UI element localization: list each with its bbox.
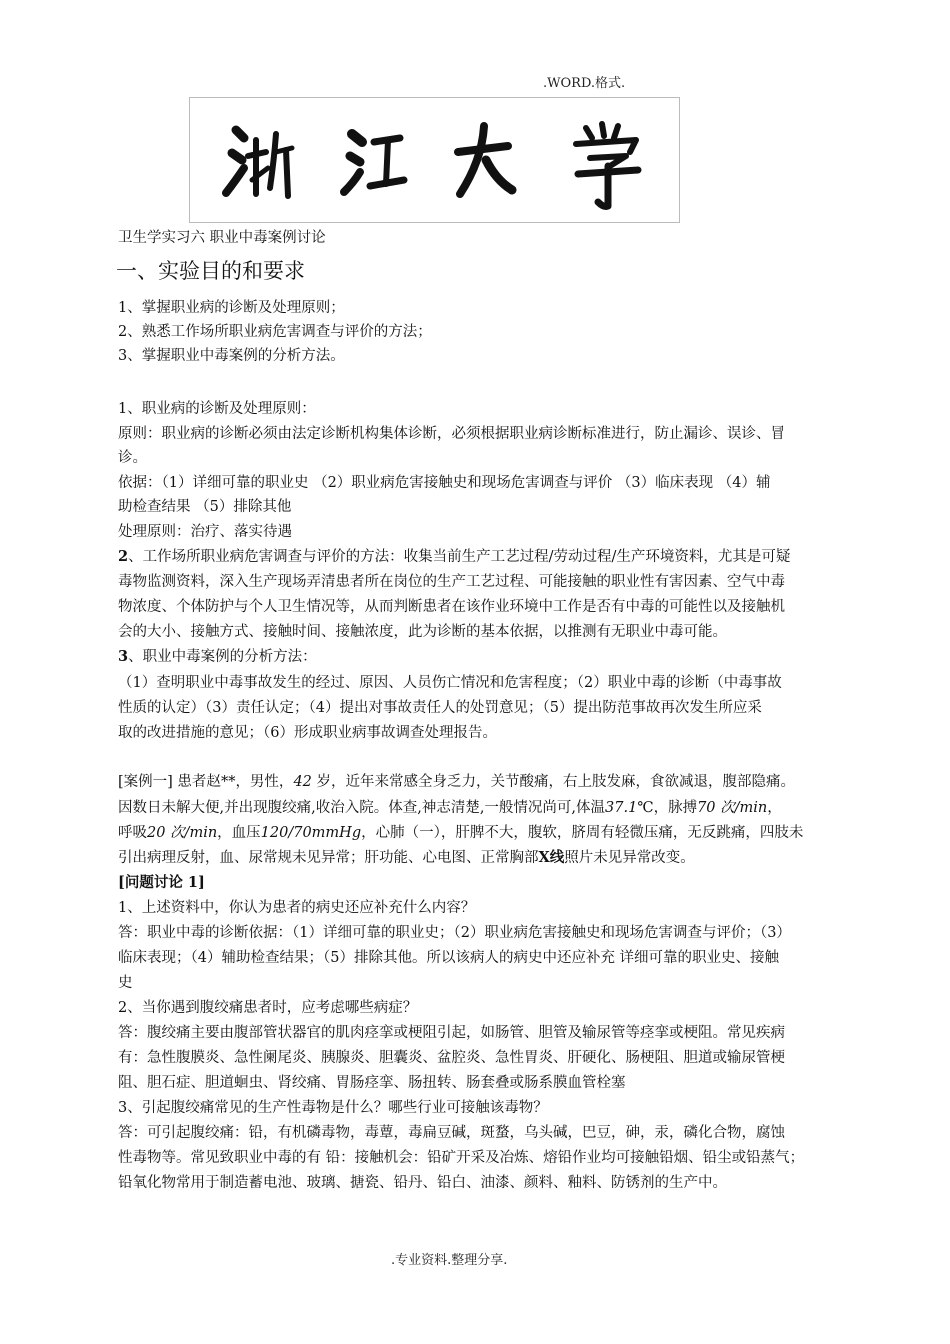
case-text: 20 次/min bbox=[147, 825, 218, 841]
case-label: [案例一] 患者赵 bbox=[118, 774, 221, 790]
calligraphy-logo-image bbox=[190, 98, 679, 222]
answer-line: 答：腹绞痛主要由腹部管状器官的肌肉痉挛或梗阻引起，如肠管、胆管及输尿管等痉挛或梗阻。常见疾病 bbox=[118, 1025, 785, 1041]
question: 2、当你遇到腹绞痛患者时，应考虑哪些病症？ bbox=[118, 1000, 418, 1016]
aim-item: 3、掌握职业中毒案例的分析方法。 bbox=[118, 348, 345, 364]
paragraph-line: 原则：职业病的诊断必须由法定诊断机构集体诊断，必须根据职业病诊断标准进行，防止漏诊、误诊、冒 bbox=[118, 426, 785, 442]
paragraph-line: 诊。 bbox=[118, 450, 147, 466]
paragraph-line bbox=[118, 545, 898, 569]
answer-line: 性毒物等。常见致职业中毒的有 铅：接触机会：铅矿开采及冶炼、熔铅作业均可接触铅烟、铅尘或铅蒸气； bbox=[118, 1150, 805, 1166]
method-title: 、职业中毒案例的分析方法： bbox=[128, 649, 317, 665]
item-number: 3 bbox=[118, 648, 129, 665]
paragraph-line: （1）查明职业中毒事故发生的经过、原因、人员伤亡情况和危害程度；（2）职业中毒的诊断（中毒事故 bbox=[118, 675, 782, 691]
case-line bbox=[118, 846, 898, 870]
case-text: ** bbox=[220, 774, 236, 790]
university-calligraphy-logo bbox=[189, 97, 680, 223]
case-text: 引出病理反射，血、尿常规未见异常；肝功能、心电图、正常胸部 bbox=[118, 850, 539, 866]
question: 1、上述资料中，你认为患者的病史还应补充什么内容？ bbox=[118, 900, 476, 916]
case-text: 37.1 bbox=[605, 800, 638, 816]
case-text: ，血压 bbox=[217, 825, 261, 841]
case-text: 照片未见异常改变。 bbox=[564, 850, 695, 866]
aim-item: 1、掌握职业病的诊断及处理原则； bbox=[118, 300, 345, 316]
case-text: 因数日未解大便,并出现腹绞痛,收治入院。体查,神志清楚,一般情况尚可,体温 bbox=[118, 800, 606, 816]
paragraph-line: 毒物监测资料，深入生产现场弄清患者所在岗位的生产工艺过程、可能接触的职业性有害因素、空气中毒 bbox=[118, 574, 785, 590]
case-text: ℃，脉搏 bbox=[637, 800, 698, 816]
paragraph-text: 、工作场所职业病危害调查与评价的方法：收集当前生产工艺过程/劳动过程/生产环境资料，尤其是可疑 bbox=[128, 549, 791, 565]
case-text: ，男性， bbox=[235, 774, 294, 790]
case-text: 120/70mmHg bbox=[260, 825, 362, 841]
question: 3、引起腹绞痛常见的生产性毒物是什么？哪些行业可接触该毒物？ bbox=[118, 1100, 548, 1116]
paragraph-line: 物浓度、个体防护与个人卫生情况等，从而判断患者在该作业环境中工作是否有中毒的可能性以及接触机 bbox=[118, 599, 785, 615]
case-line bbox=[118, 796, 898, 820]
answer-line: 有：急性腹膜炎、急性阑尾炎、胰腺炎、胆囊炎、盆腔炎、急性胃炎、肝硬化、肠梗阻、胆道或输尿管梗 bbox=[118, 1050, 785, 1066]
answer-line: 铅氧化物常用于制造蓄电池、玻璃、搪瓷、铅丹、铅白、油漆、颜料、釉料、防锈剂的生产中。 bbox=[118, 1175, 727, 1191]
item-number: 2 bbox=[118, 548, 129, 565]
case-text: 岁，近年来常感全身乏力，关节酸痛，右上肢发麻，食欲减退，腹部隐痛。 bbox=[311, 774, 795, 790]
case-text: X线 bbox=[538, 849, 565, 866]
case-text: 70 次/min bbox=[697, 800, 768, 816]
aim-item: 2、熟悉工作场所职业病危害调查与评价的方法； bbox=[118, 324, 432, 340]
paragraph-line: 助检查结果 （5）排除其他 bbox=[118, 499, 292, 515]
discussion-title: [问题讨论 1] bbox=[118, 874, 205, 891]
answer-line: 阻、胆石症、胆道蛔虫、肾绞痛、胃肠痉挛、肠扭转、肠套叠或肠系膜血管栓塞 bbox=[118, 1075, 626, 1091]
case-text: ， bbox=[767, 800, 782, 816]
paragraph-line: 会的大小、接触方式、接触时间、接触浓度，此为诊断的基本依据，以推测有无职业中毒可能。 bbox=[118, 624, 727, 640]
answer-line: 答：职业中毒的诊断依据：（1）详细可靠的职业史；（2）职业病危害接触史和现场危害调查与评价；（3） bbox=[118, 925, 791, 941]
answer-line: 答：可引起腹绞痛：铅，有机磷毒物，毒蕈，毒扁豆碱，斑蝥，乌头碱，巴豆，砷，汞，磷化合物，腐蚀 bbox=[118, 1125, 785, 1141]
case-text: 呼吸 bbox=[118, 825, 147, 841]
document-title: 卫生学实习六 职业中毒案例讨论 bbox=[118, 230, 326, 246]
case-text: ，心肺（一），肝脾不大，腹软，脐周有轻微压痛，无反跳痛，四肢未 bbox=[361, 825, 804, 841]
paragraph-line: 取的改进措施的意见；（6）形成职业病事故调查处理报告。 bbox=[118, 725, 497, 741]
page-footer: .专业资料.整理分享. bbox=[391, 1253, 508, 1268]
answer-line: 史 bbox=[118, 975, 133, 991]
case-line bbox=[118, 821, 898, 845]
section-heading: 一、实验目的和要求 bbox=[116, 259, 305, 283]
answer-line: 临床表现；（4）辅助检查结果；（5）排除其他。所以该病人的病史中还应补充 详细可靠的职业史、接触 bbox=[118, 950, 780, 966]
paragraph-line: 处理原则：治疗、落实待遇 bbox=[118, 524, 292, 540]
paragraph-line: 性质的认定）（3）责任认定；（4）提出对事故责任人的处罚意见；（5）提出防范事故再次发生所应采 bbox=[118, 700, 762, 716]
page-header: .WORD.格式. bbox=[543, 76, 626, 91]
method-heading bbox=[118, 645, 898, 669]
case-line bbox=[118, 770, 898, 794]
paragraph-line: 依据：（1）详细可靠的职业史 （2）职业病危害接触史和现场危害调查与评价 （3）临床表现 （4）辅 bbox=[118, 475, 771, 491]
principle-heading: 1、职业病的诊断及处理原则： bbox=[118, 401, 316, 417]
case-text: 42 bbox=[293, 774, 312, 790]
